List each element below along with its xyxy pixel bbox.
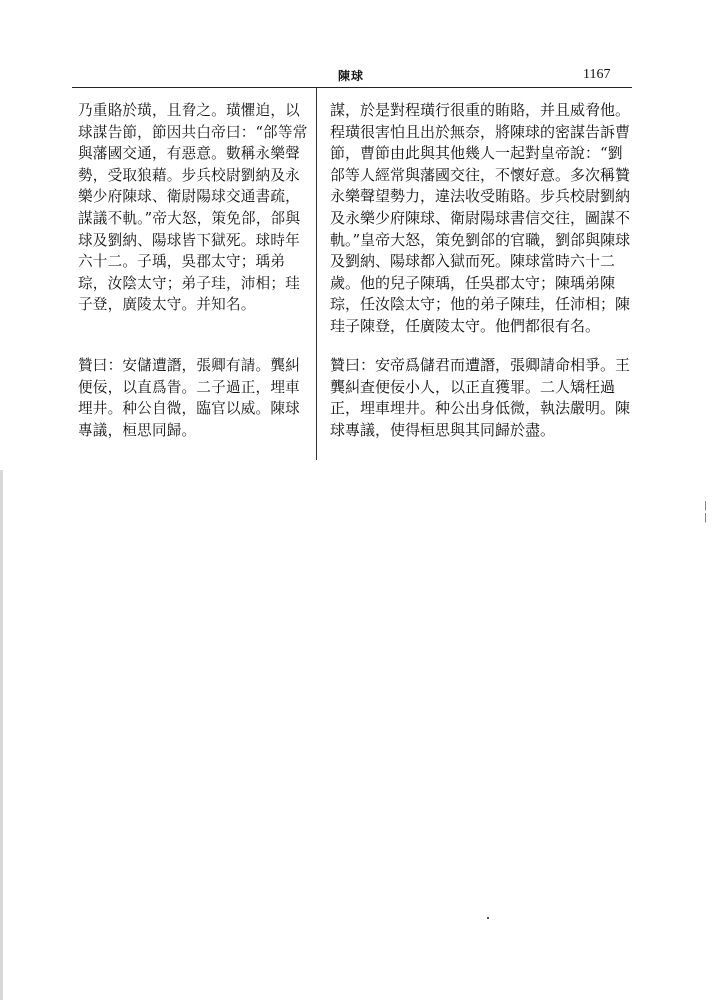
original-eulogy-paragraph: 贊曰：安儲遭譖，張卿有請。龔糾便佞，以直爲眚。二子過正，埋車埋井。种公自微，臨官以威。陳球專議，桓思同歸。 <box>78 357 300 439</box>
column-divider <box>316 88 317 460</box>
translation-paragraph: 謀，於是對程璜行很重的賄賂，并且威脅他。程璜很害怕且出於無奈，將陳球的密謀告訴曹節，曹節由此與其他幾人一起對皇帝說：“劉郃等人經常與藩國交往，不懷好意。多次稱贊永樂聲望勢力，違法收受賄賂。步兵校尉劉納及永樂少府陳球、衛尉陽球書信交往，圖謀不軌。”皇帝大怒，策免劉郃的官職，劉郃與陳球及劉納、陽球都入獄而死。陳球當時六十二歲。他的兒子陳瑀，任吳郡太守；陳瑀弟陳琮，任汝陰太守；他的弟子陳珪，任沛相；陳珪子陳登，任廣陵太守。他們都很有名。 <box>330 101 631 335</box>
header-rule <box>72 87 632 88</box>
translation-eulogy-paragraph: 贊曰：安帝爲儲君而遭譖，張卿請命相爭。王龔糾查便佞小人，以正直獲罪。二人矯枉過正，埋車埋井。种公出身低微，執法嚴明。陳球專議，使得桓思與其同歸於盡。 <box>330 356 631 439</box>
running-header-title: 陳球 <box>338 69 365 83</box>
scan-edge-shadow <box>0 470 3 1000</box>
scan-speck <box>487 917 489 919</box>
scan-edge-artifact: | | <box>704 501 708 523</box>
page-number: 1167 <box>583 67 611 82</box>
original-text-paragraph: 乃重賂於璜，且脅之。璜懼迫，以球謀告節，節因共白帝曰：“郃等常與藩國交通，有惡意。數稱永樂聲勢，受取狼藉。步兵校尉劉納及永樂少府陳球、衛尉陽球交通書疏，謀議不軌。”帝大怒，策免郃，郃與球及劉納、陽球皆下獄死。球時年六十二。子瑀，吳郡太守；瑀弟琮，汝陰太守；弟子珪，沛相；珪子登，廣陵太守。并知名。 <box>78 102 308 314</box>
